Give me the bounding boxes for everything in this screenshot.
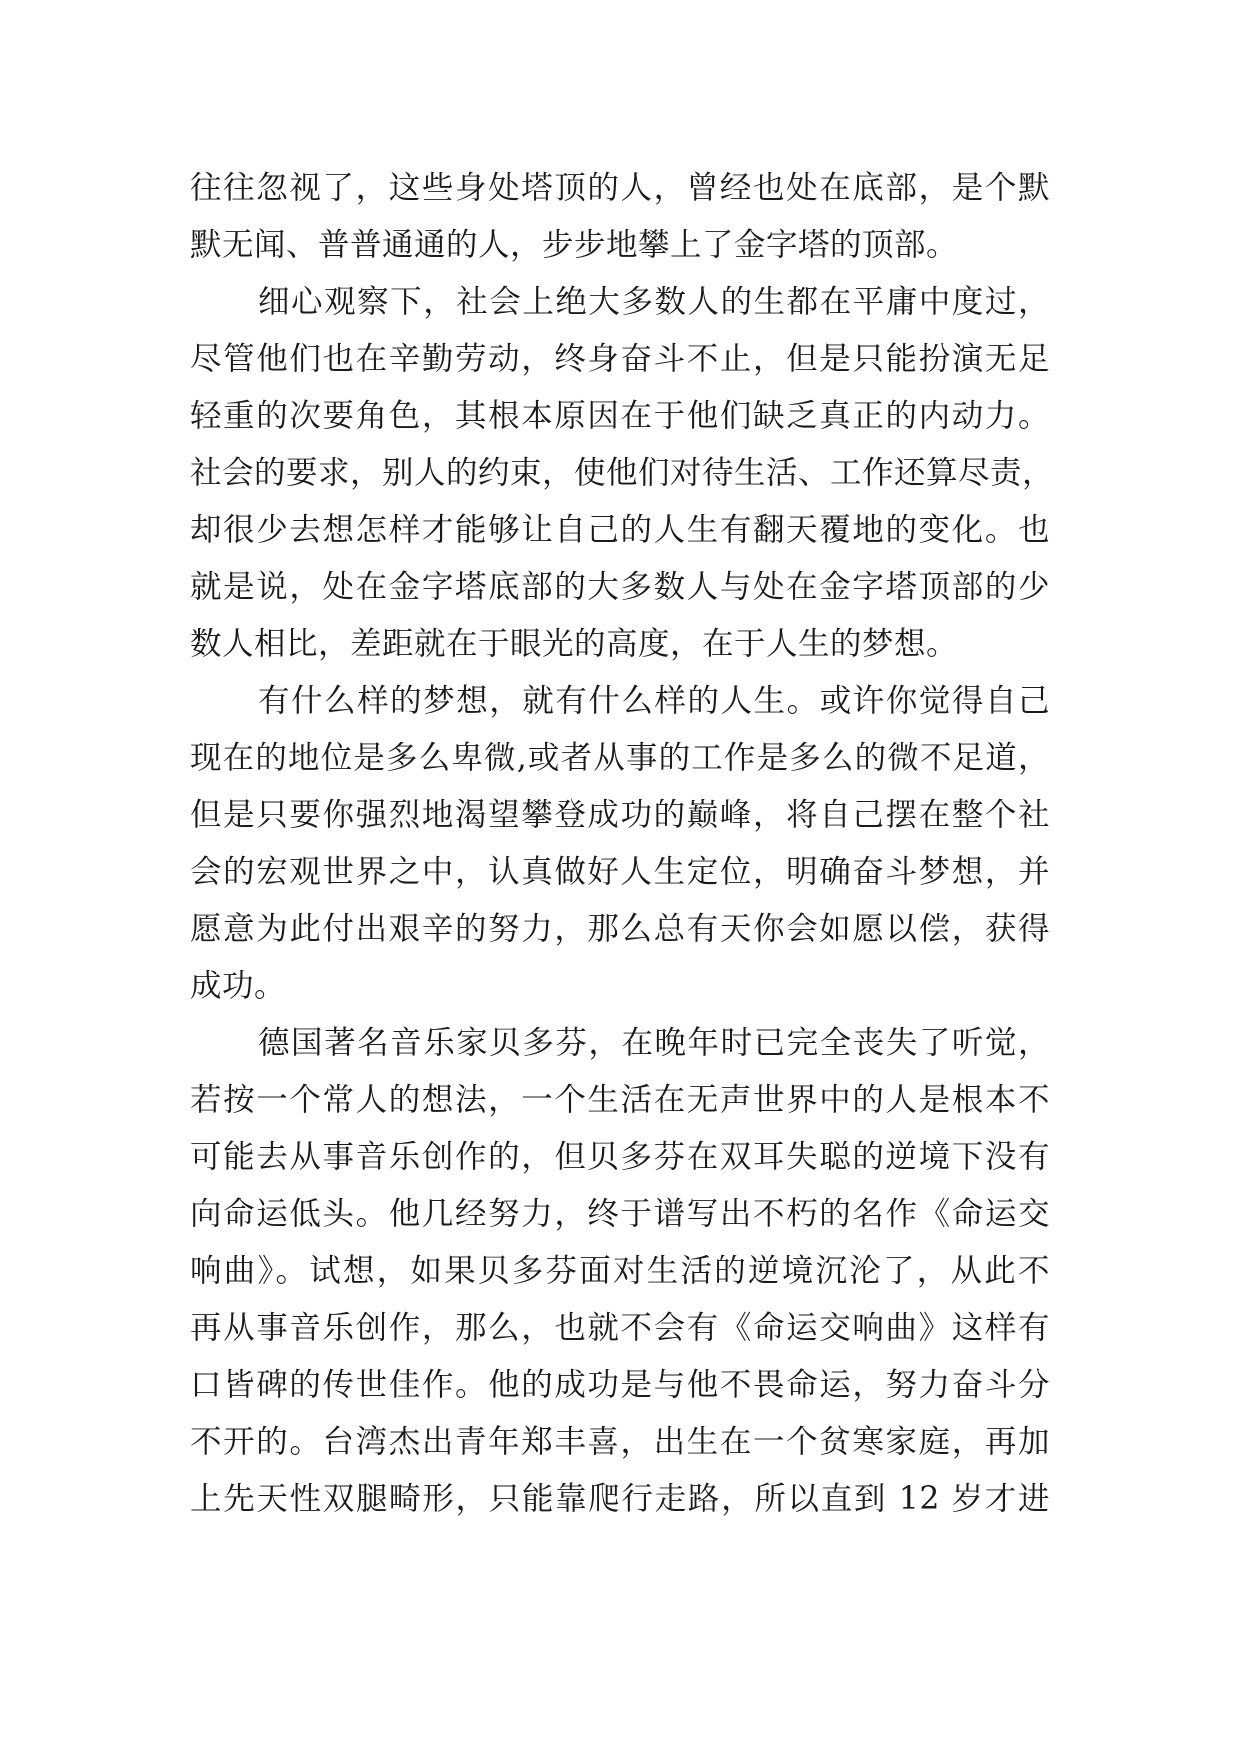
text-line: 上先天性双腿畸形，只能靠爬行走路，所以直到 12 岁才进 bbox=[190, 1481, 1050, 1517]
text-line: 数人相比，差距就在于眼光的高度，在于人生的梦想。 bbox=[190, 626, 959, 662]
text-line: 会的宏观世界之中，认真做好人生定位，明确奋斗梦想，并 bbox=[190, 854, 1050, 890]
text-line: 往往忽视了，这些身处塔顶的人，曾经也处在底部，是个默 bbox=[190, 170, 1050, 206]
text-line: 口皆碑的传世佳作。他的成功是与他不畏命运，努力奋斗分 bbox=[190, 1367, 1050, 1403]
text-line: 默无闻、普普通通的人，步步地攀上了金字塔的顶部。 bbox=[190, 227, 959, 263]
text-line: 可能去从事音乐创作的，但贝多芬在双耳失聪的逆境下没有 bbox=[190, 1139, 1050, 1175]
text-line: 就是说，处在金字塔底部的大多数人与处在金字塔顶部的少 bbox=[190, 569, 1050, 605]
text-line: 但是只要你强烈地渴望攀登成功的巅峰，将自己摆在整个社 bbox=[190, 797, 1050, 833]
text-line: 社会的要求，别人的约束，使他们对待生活、工作还算尽责， bbox=[190, 455, 1055, 491]
text-line: 尽管他们也在辛勤劳动，终身奋斗不止，但是只能扮演无足 bbox=[190, 341, 1050, 377]
text-line: 响曲》。试想，如果贝多芬面对生活的逆境沉沦了，从此不 bbox=[190, 1253, 1050, 1289]
body-text bbox=[190, 160, 1055, 1528]
text-line: 愿意为此付出艰辛的努力，那么总有天你会如愿以偿，获得 bbox=[190, 911, 1050, 947]
text-line: 向命运低头。他几经努力，终于谱写出不朽的名作《命运交 bbox=[190, 1196, 1050, 1232]
paragraph-first-line: 德国著名音乐家贝多芬，在晚年时已完全丧失了听觉， bbox=[258, 1025, 1050, 1061]
text-line: 若按一个常人的想法，一个生活在无声世界中的人是根本不 bbox=[190, 1082, 1050, 1118]
text-line: 不开的。台湾杰出青年郑丰喜，出生在一个贫寒家庭，再加 bbox=[190, 1424, 1050, 1460]
paragraph-first-line: 细心观察下，社会上绝大多数人的生都在平庸中度过， bbox=[258, 284, 1050, 320]
text-line: 再从事音乐创作，那么，也就不会有《命运交响曲》这样有 bbox=[190, 1310, 1050, 1346]
paragraph-first-line: 有什么样的梦想，就有什么样的人生。或许你觉得自己 bbox=[258, 683, 1050, 719]
text-line: 现在的地位是多么卑微,或者从事的工作是多么的微不足道， bbox=[190, 740, 1050, 776]
text-line: 却很少去想怎样才能够让自己的人生有翻天覆地的变化。也 bbox=[190, 512, 1050, 548]
text-line: 轻重的次要角色，其根本原因在于他们缺乏真正的内动力。 bbox=[190, 398, 1050, 434]
text-line: 成功。 bbox=[190, 968, 287, 1004]
